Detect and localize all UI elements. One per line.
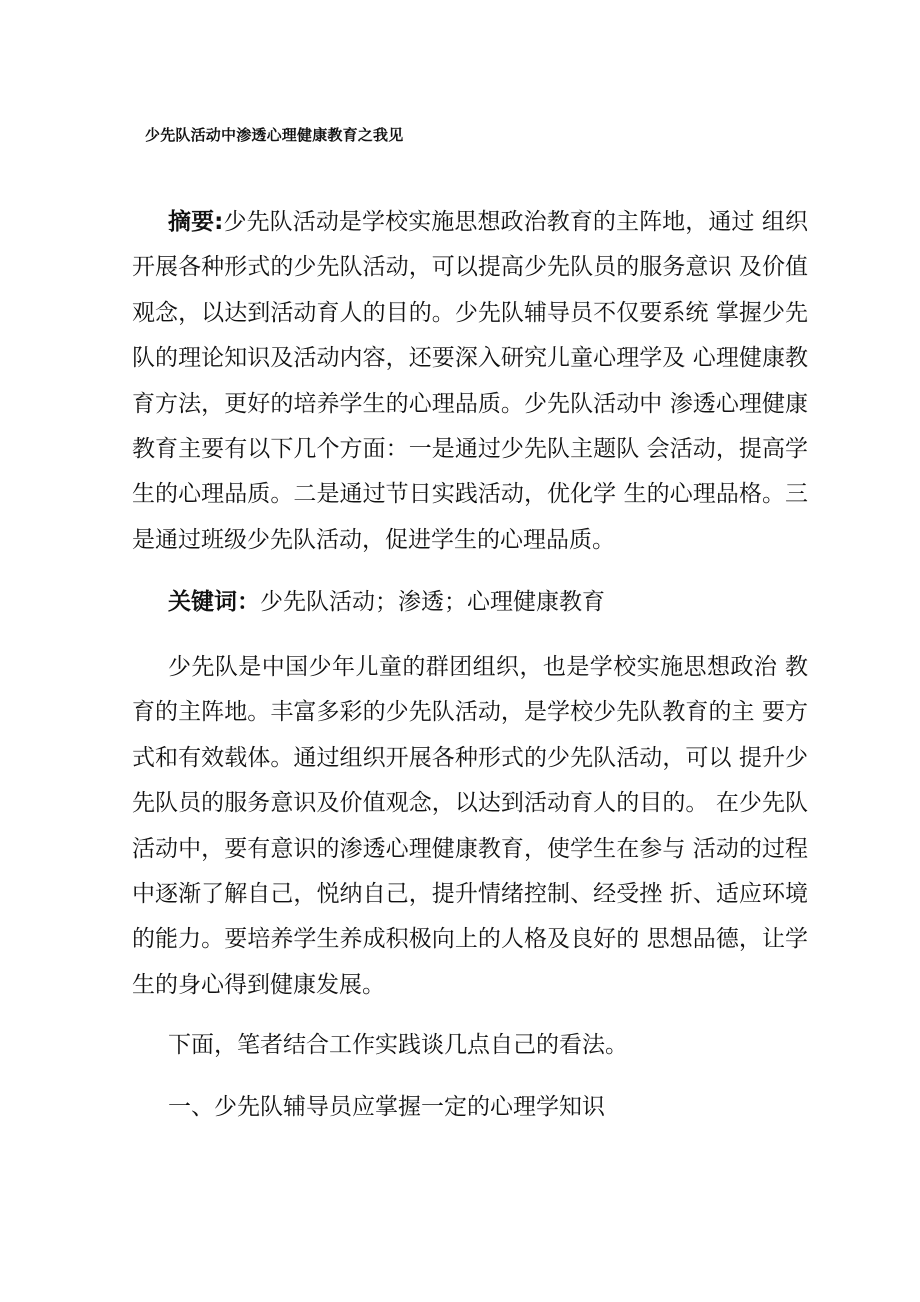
keywords-label: 关键词： <box>168 589 260 615</box>
section-heading: 一、少先队辅导员应掌握一定的心理学知识 <box>168 1094 605 1120</box>
abstract-paragraph <box>132 200 808 563</box>
body-paragraph-1: 少先队是中国少年儿童的群团组织，也是学校实施思想政治 教育的主阵地。丰富多彩的少先队活动，是学校少先队教育的主 要方式和有效载体。通过组织开展各种形式的少先队活动，可以 提升少先队员的服务意识及价值观念，以达到活动育人的目的。 在少先队活动中，要有意识的渗透心理健康教育，使学生在参与 活动的过程中逐渐了解自己，悦纳自己，提升情绪控制、经受挫 折、适应环境的能力。要培养学生养成积极向上的人格及良好的 思想品德，让学生的身心得到健康发展。 <box>132 654 808 998</box>
body-paragraph-2: 下面，笔者结合工作实践谈几点自己的看法。 <box>168 1032 628 1058</box>
abstract-label: 摘要: <box>168 209 224 235</box>
abstract-text: 少先队活动是学校实施思想政治教育的主阵地，通过 组织开展各种形式的少先队活动，可以提高少先队员的服务意识 及价值观念，以达到活动育人的目的。少先队辅导员不仅要系统 掌握少先队的理论知识及活动内容，还要深入研究儿童心理学及 心理健康教育方法，更好的培养学生的心理品质。少先队活动中 渗透心理健康教育主要有以下几个方面：一是通过少先队主题队 会活动，提高学生的心理品质。二是通过节日实践活动，优化学 生的心理品格。三是通过班级少先队活动，促进学生的心理品质。 <box>132 209 809 553</box>
keywords-paragraph <box>132 580 808 625</box>
document-title: 少先队活动中渗透心理健康教育之我见 <box>145 126 404 144</box>
keywords-text: 少先队活动；渗透；心理健康教育 <box>260 589 605 615</box>
